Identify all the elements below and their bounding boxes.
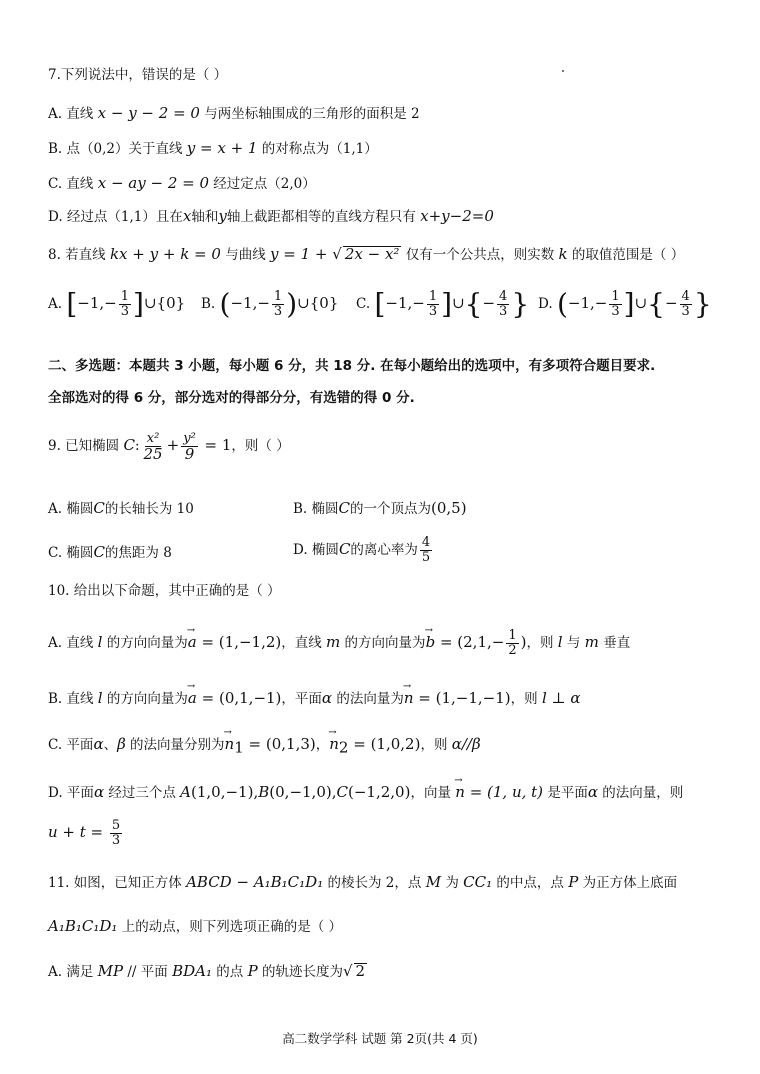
q10-option-a: A. 直线 l 的方向向量为→ a = (1,−1,2)，直线 m 的方向向量为→ b = (2,1,− $\frac{1}{2}$ )，则 l 与 m 垂直 — [48, 627, 630, 658]
q11-option-a: A. 满足 MP // 平面 BDA₁ 的点 P 的轨迹长度为√ 2 — [48, 962, 366, 980]
q9-option-a: A. 椭圆C的长轴长为 10 — [48, 499, 194, 517]
q9-option-b: B. 椭圆C的一个顶点为(0,5) — [293, 499, 467, 517]
q11-stem-line1: 11. 如图，已知正方体 ABCD − A₁B₁C₁D₁ 的棱长为 2，点 M 为 CC₁ 的中点，点 P 为正方体上底面 — [48, 873, 678, 891]
q7-option-b: B. 点（0,2）关于直线 y = x + 1 的对称点为（1,1） — [48, 139, 378, 157]
q9-stem: 9. 已知椭圆 C: $\frac{\text{x²}}{25}$ + $\frac{\text{y²}}{9}$ = 1，则（ ） — [48, 431, 290, 463]
q8-option-b: B. (−1,− $\frac{1}{3}$ )∪{0} — [201, 287, 339, 321]
q7-option-a: A. 直线 x − y − 2 = 0 与两坐标轴围成的三角形的面积是 2 — [48, 104, 420, 122]
q8-option-d: D. (−1,− $\frac{1}{3}$ ]∪{− $\frac{4}{3}$ } — [538, 287, 712, 321]
q11-stem-line2: A₁B₁C₁D₁ 上的动点，则下列选项正确的是（ ） — [48, 917, 343, 935]
q10-option-d-answer: u + t = $\frac{5}{3}$ — [48, 818, 121, 848]
section2-heading-line2: 全部选对的得 6 分，部分选对的得部分分，有选错的得 0 分. — [48, 390, 415, 406]
q7-stem: 7.下列说法中，错误的是（ ） — [48, 67, 228, 83]
page-footer: 高二数学学科 试题 第 2页(共 4 页) — [282, 1031, 478, 1046]
q10-option-c: C. 平面α、β 的法向量分别为→ $n_1 = (0,1,3)$，→ $n_2 = (1,0,2)$，则 α//β — [48, 735, 481, 757]
q10-option-b: B. 直线 l 的方向向量为→ a = (0,1,−1)，平面α 的法向量为→ n = (1,−1,−1)，则 l ⊥ α — [48, 689, 581, 708]
q8-stem: 8. 若直线 kx + y + k = 0 与曲线 y = 1 + √ 2x − x² 仅有一个公共点，则实数 k 的取值范围是（ ） — [48, 245, 685, 263]
scan-speck — [562, 70, 564, 72]
section2-heading-line1: 二、多选题：本题共 3 小题，每小题 6 分，共 18 分. 在每小题给出的选项中，有多项符合题目要求. — [48, 358, 656, 374]
q8-option-c: C. [−1,− $\frac{1}{3}$ ]∪{− $\frac{4}{3}$ } — [356, 287, 530, 321]
q9-option-c: C. 椭圆C的焦距为 8 — [48, 543, 172, 561]
q7-option-d: D. 经过点（1,1）且在x轴和y轴上截距都相等的直线方程只有 x+y−2=0 — [48, 207, 494, 225]
q8-option-a: A. [−1,− $\frac{1}{3}$ ]∪{0} — [48, 287, 186, 321]
q9-option-d: D. 椭圆C的离心率为 $\frac{4}{5}$ — [293, 535, 431, 565]
q7-option-c: C. 直线 x − ay − 2 = 0 经过定点（2,0） — [48, 174, 316, 192]
q10-option-d: D. 平面α 经过三个点 A(1,0,−1),B(0,−1,0),C(−1,2,0)，向量 → n = (1, u, t) 是平面α 的法向量，则 — [48, 783, 683, 802]
q10-stem: 10. 给出以下命题，其中正确的是（ ） — [48, 583, 281, 599]
